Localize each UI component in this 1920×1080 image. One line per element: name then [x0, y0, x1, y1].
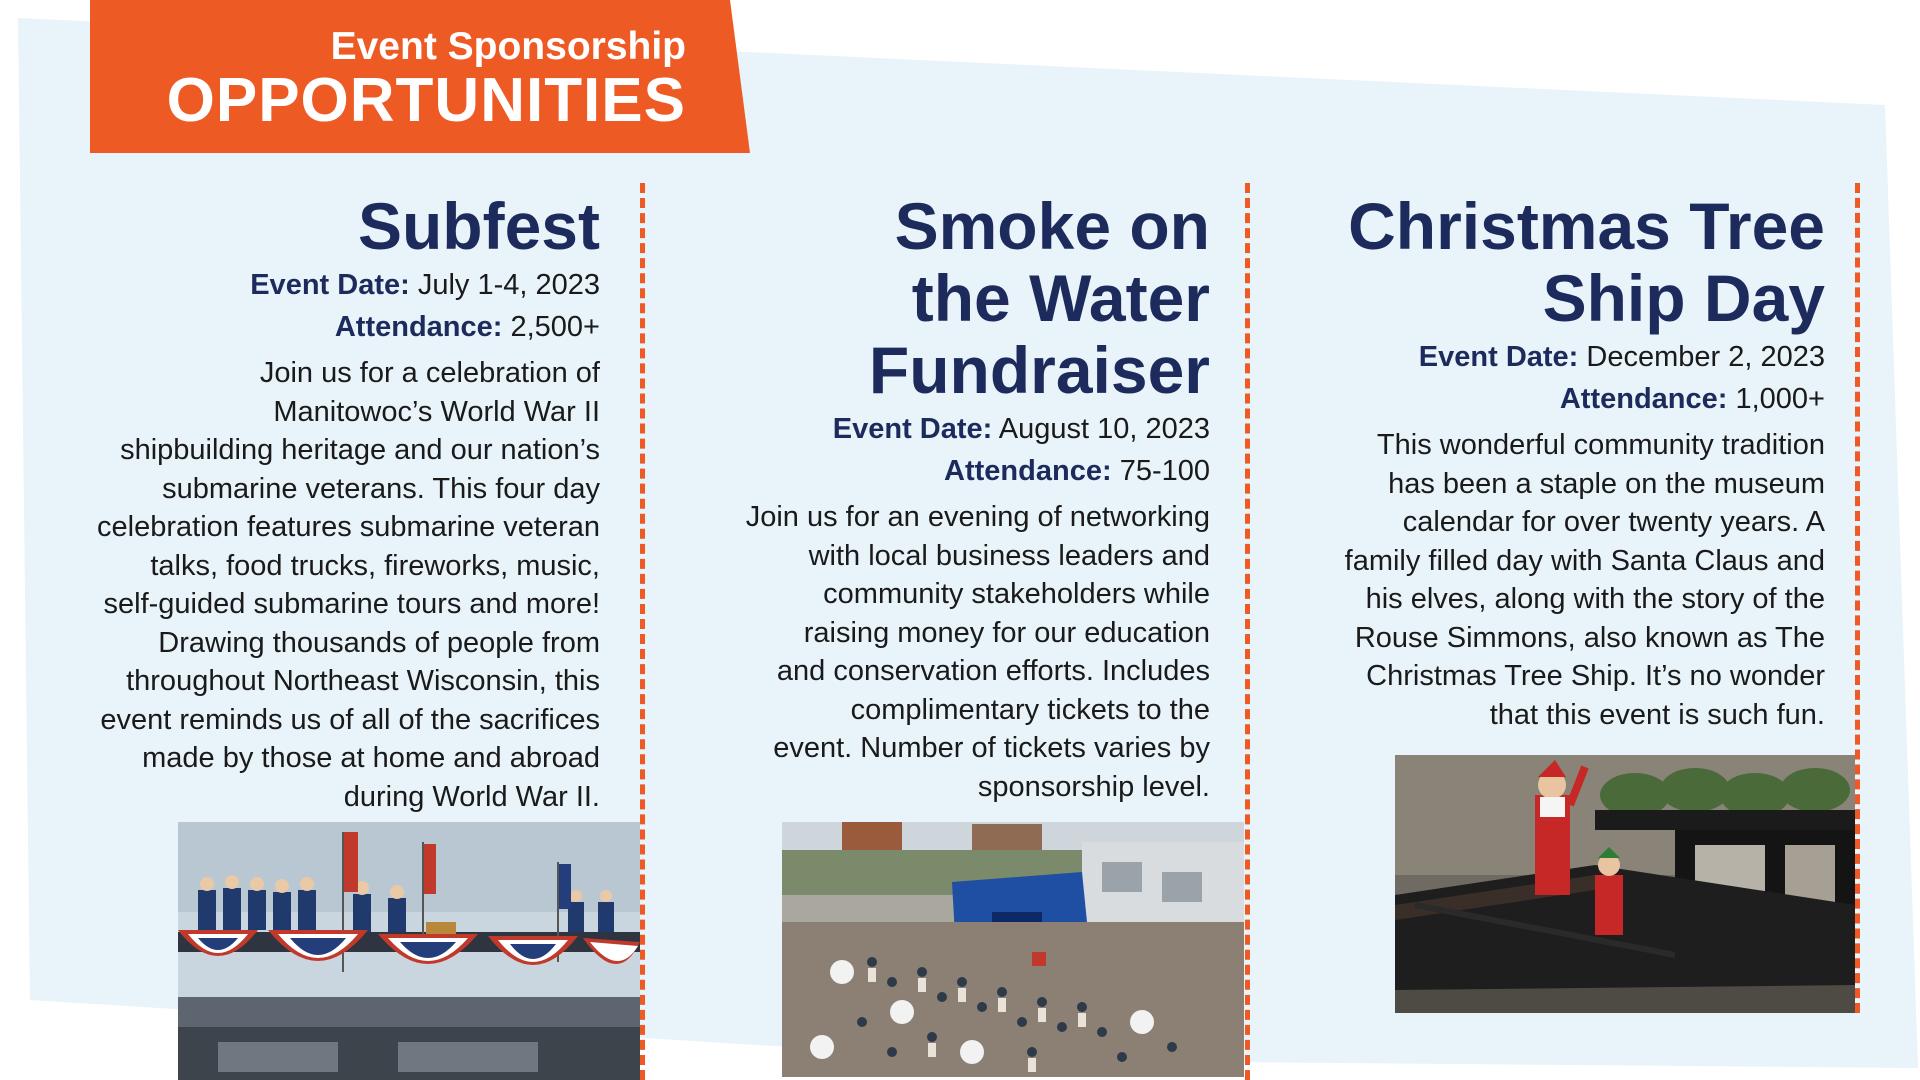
event-description: [650, 498, 1210, 806]
event-attendance: [650, 454, 1210, 488]
description-line: raising money for our education: [803, 616, 1210, 649]
description-line: family filled day with Santa Claus and: [1344, 544, 1825, 577]
description-line: shipbuilding heritage and our nation’s: [120, 434, 600, 466]
column-divider: [1855, 183, 1860, 1013]
event-title-line: Subfest: [357, 189, 600, 263]
event-date-label: Event Date:: [1418, 341, 1579, 373]
event-date-label: Event Date:: [832, 413, 993, 445]
event-title-line: Christmas Tree: [1348, 189, 1825, 263]
description-line: and conservation efforts. Includes: [776, 655, 1210, 687]
description-line: talks, food trucks, fireworks, music,: [150, 549, 600, 582]
description-line: community stakeholders while: [823, 578, 1210, 610]
description-line: self-guided submarine tours and more!: [103, 588, 600, 620]
event-column-christmas-tree-ship-day: [1270, 190, 1825, 734]
description-line: submarine veterans. This four day: [162, 472, 600, 505]
description-line: celebration features submarine veteran: [97, 511, 600, 543]
description-line: complimentary tickets to the: [850, 693, 1210, 726]
smoke-on-the-water-photo: [782, 822, 1244, 1077]
event-title-line: Smoke on: [894, 189, 1210, 263]
attendance-label: Attendance:: [334, 311, 503, 343]
description-line: Join us for a celebration of: [259, 357, 600, 389]
event-attendance: [1270, 382, 1825, 416]
subfest-photo: [178, 822, 640, 1080]
description-line: Drawing thousands of people from: [158, 626, 600, 659]
description-line: his elves, along with the story of the: [1365, 583, 1825, 615]
event-title: [650, 190, 1210, 406]
description-line: made by those at home and abroad: [142, 742, 600, 774]
event-date: [1270, 340, 1825, 374]
event-title: [1270, 190, 1825, 334]
event-column-smoke-on-the-water: [650, 190, 1210, 806]
description-line: Rouse Simmons, also known as The: [1354, 621, 1825, 654]
attendance-label: Attendance:: [1559, 383, 1728, 415]
description-line: Join us for an evening of networking: [745, 501, 1210, 533]
header-title: OPPORTUNITIES: [166, 66, 686, 135]
event-description: [1270, 426, 1825, 734]
christmas-tree-ship-photo: [1395, 755, 1855, 1013]
event-date: [55, 268, 600, 302]
description-line: throughout Northeast Wisconsin, this: [126, 665, 600, 697]
attendance-value: 1,000+: [1735, 383, 1825, 415]
description-line: sponsorship level.: [977, 770, 1210, 803]
description-line: event. Number of tickets varies by: [773, 732, 1210, 764]
attendance-value: 75-100: [1119, 455, 1210, 487]
event-attendance: [55, 310, 600, 344]
event-title-line: the Water: [911, 261, 1210, 335]
event-column-subfest: [55, 190, 600, 816]
event-date-value: December 2, 2023: [1586, 341, 1825, 373]
description-line: This wonderful community tradition: [1376, 429, 1825, 461]
description-line: has been a staple on the museum: [1388, 467, 1825, 500]
description-line: that this event is such fun.: [1489, 698, 1825, 731]
column-divider: [1245, 183, 1250, 1080]
column-divider: [640, 183, 645, 1080]
description-line: calendar for over twenty years. A: [1402, 506, 1825, 538]
event-description: [55, 354, 600, 816]
event-date: [650, 412, 1210, 446]
description-line: Manitowoc’s World War II: [273, 395, 600, 428]
header-subtitle: Event Sponsorship: [330, 25, 686, 68]
description-line: during World War II.: [343, 780, 600, 813]
event-date-value: July 1-4, 2023: [417, 269, 600, 301]
description-line: Christmas Tree Ship. It’s no wonder: [1366, 660, 1825, 692]
header-title-block: [90, 24, 686, 135]
attendance-label: Attendance:: [944, 455, 1112, 487]
event-title: [55, 190, 600, 262]
event-date-value: August 10, 2023: [998, 413, 1210, 445]
description-line: event reminds us of all of the sacrifices: [100, 703, 600, 736]
attendance-value: 2,500+: [510, 311, 600, 343]
event-title-line: Ship Day: [1542, 261, 1825, 335]
description-line: with local business leaders and: [808, 539, 1210, 572]
event-date-label: Event Date:: [250, 269, 410, 301]
event-title-line: Fundraiser: [868, 333, 1210, 407]
